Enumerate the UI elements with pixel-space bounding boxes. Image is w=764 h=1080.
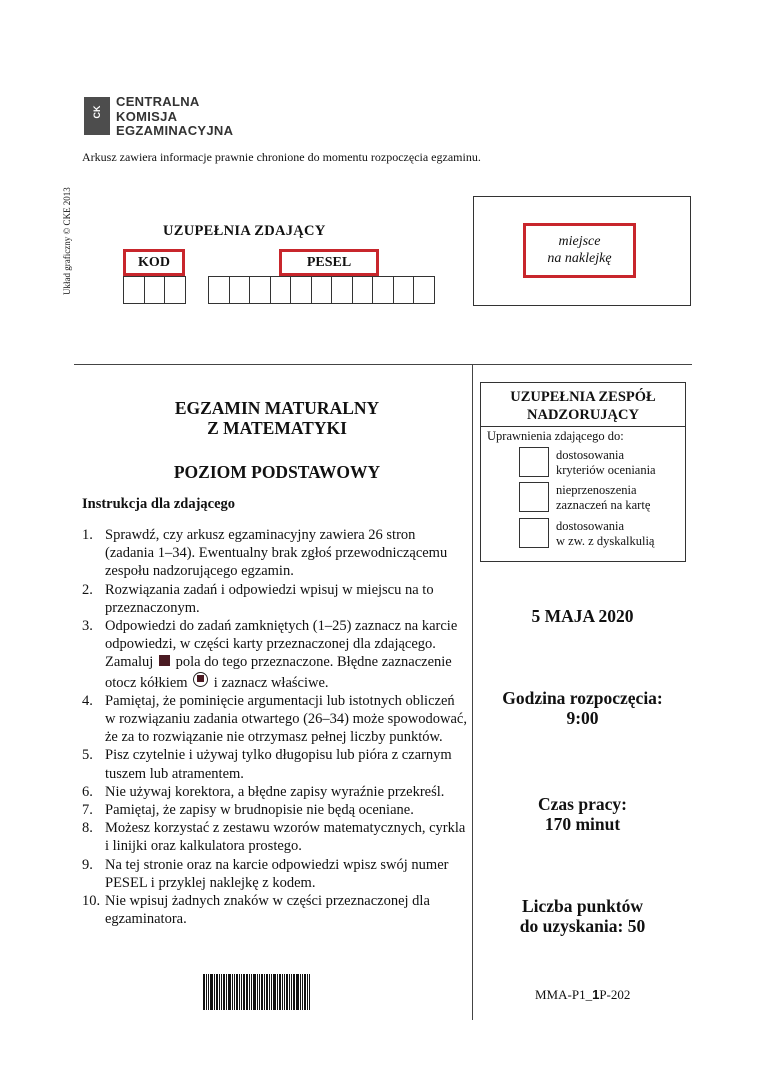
copyright-side-label: Układ graficzny © CKE 2013 xyxy=(62,187,72,295)
barcode-bar xyxy=(208,974,209,1010)
pesel-cell[interactable] xyxy=(270,276,292,304)
max-points: Liczba punktów do uzyskania: 50 xyxy=(519,896,646,936)
instruction-item: 3. Odpowiedzi do zadań zamkniętych (1–25) zaznacz na karcie odpowiedzi, w części karty przeznaczonej dla zdającego. Zamaluj pola do tego przeznaczone. Błędne zaznaczenie otocz kółkiem i zaznacz właściwe. xyxy=(82,618,458,691)
barcode-bar xyxy=(253,974,256,1010)
barcode-bar xyxy=(221,974,222,1010)
barcode-bar xyxy=(203,974,205,1010)
permissions-label: Uprawnienia zdającego do: xyxy=(487,429,624,443)
cke-logo-text: CENTRALNA KOMISJA EGZAMINACYJNA xyxy=(116,94,234,138)
barcode-bar xyxy=(293,974,295,1010)
filled-square-icon xyxy=(159,655,170,666)
instruction-item: 4. Pamiętaj, że pominięcie argumentacji lub istotnych obliczeń w rozwiązaniu zadania otwartego (26–34) może spowodować, że za to rozwiązanie nie otrzymasz pełnej liczby punktów. xyxy=(82,692,467,746)
pesel-cell[interactable] xyxy=(290,276,312,304)
pesel-cell[interactable] xyxy=(229,276,251,304)
pesel-cell[interactable] xyxy=(413,276,435,304)
pesel-cell[interactable] xyxy=(352,276,374,304)
barcode-icon xyxy=(203,974,333,1010)
permission-label-dyscalculia: dostosowania w zw. z dyskalkulią xyxy=(556,519,655,548)
instruction-item: 2. Rozwiązania zadań i odpowiedzi wpisuj w miejscu na to przeznaczonym. xyxy=(82,581,434,616)
barcode-bar xyxy=(236,974,238,1010)
barcode-bar xyxy=(302,974,303,1010)
barcode-bar xyxy=(239,974,240,1010)
barcode-bar xyxy=(269,974,270,1010)
instructions-heading: Instrukcja dla zdającego xyxy=(82,496,236,512)
exam-date: 5 MAJA 2020 xyxy=(531,606,634,626)
barcode-bar xyxy=(307,974,308,1010)
exam-subject: Z MATEMATYKI xyxy=(207,418,347,438)
instruction-item: 10. Nie wpisuj żadnych znaków w części przeznaczonej dla egzaminatora. xyxy=(82,893,430,928)
permission-checkbox-criteria[interactable] xyxy=(519,447,549,477)
permission-label-transfer: nieprzenoszenia zaznaczeń na kartę xyxy=(556,483,651,512)
barcode-bar xyxy=(246,974,248,1010)
barcode-bar xyxy=(243,974,245,1010)
barcode-bar xyxy=(296,974,299,1010)
barcode-bar xyxy=(210,974,213,1010)
kod-label: KOD xyxy=(123,249,185,276)
sticker-placeholder: miejsce na naklejkę xyxy=(523,223,636,278)
barcode-bar xyxy=(251,974,252,1010)
pesel-label: PESEL xyxy=(279,249,379,276)
horizontal-divider xyxy=(74,364,692,365)
permission-checkbox-dyscalculia[interactable] xyxy=(519,518,549,548)
instruction-item: 1. Sprawdź, czy arkusz egzaminacyjny zawiera 26 stron (zadania 1–34). Ewentualny brak zgłoś przewodniczącemu zespołu nadzorującego egzamin. xyxy=(82,527,448,580)
instruction-item: 7. Pamiętaj, że zapisy w brudnopisie nie będą oceniane. xyxy=(82,802,414,819)
barcode-bar xyxy=(273,974,276,1010)
barcode-bar xyxy=(216,974,218,1010)
barcode-bar xyxy=(223,974,225,1010)
barcode-bar xyxy=(241,974,242,1010)
supervisors-separator xyxy=(480,426,686,427)
candidate-section-heading: UZUPEŁNIA ZDAJĄCY xyxy=(163,223,326,239)
circled-square-icon xyxy=(193,672,208,687)
barcode-bar xyxy=(232,974,233,1010)
pesel-cell[interactable] xyxy=(208,276,230,304)
barcode-bar xyxy=(206,974,207,1010)
barcode-bar xyxy=(228,974,231,1010)
barcode-bar xyxy=(266,974,268,1010)
barcode-bar xyxy=(271,974,272,1010)
sheet-code: MMA-P1_1P-202 xyxy=(535,987,631,1002)
instruction-item: 8. Możesz korzystać z zestawu wzorów matematycznych, cyrkla i linijki oraz kalkulatora prostego. xyxy=(82,820,466,855)
instructions-list xyxy=(82,526,467,928)
barcode-bar xyxy=(291,974,292,1010)
duration: Czas pracy: 170 minut xyxy=(538,794,627,834)
instruction-item: 6. Nie używaj korektora, a błędne zapisy wyraźnie przekreśl. xyxy=(82,783,445,800)
confidentiality-notice: Arkusz zawiera informacje prawnie chronione do momentu rozpoczęcia egzaminu. xyxy=(82,150,481,164)
permission-label-criteria: dostosowania kryteriów oceniania xyxy=(556,448,656,477)
barcode-bar xyxy=(219,974,220,1010)
barcode-bar xyxy=(277,974,278,1010)
barcode-bar xyxy=(304,974,306,1010)
pesel-cell[interactable] xyxy=(331,276,353,304)
kod-cell[interactable] xyxy=(164,276,186,304)
barcode-bar xyxy=(214,974,215,1010)
permission-checkbox-transfer[interactable] xyxy=(519,482,549,512)
barcode-bar xyxy=(309,974,310,1010)
barcode-bar xyxy=(284,974,285,1010)
barcode-bar xyxy=(249,974,250,1010)
pesel-cell[interactable] xyxy=(249,276,271,304)
kod-cell[interactable] xyxy=(144,276,166,304)
kod-cells[interactable] xyxy=(123,276,185,304)
kod-cell[interactable] xyxy=(123,276,145,304)
pesel-cell[interactable] xyxy=(311,276,333,304)
barcode-bar xyxy=(264,974,265,1010)
exam-title: EGZAMIN MATURALNY xyxy=(174,398,380,418)
pesel-cell[interactable] xyxy=(393,276,415,304)
pesel-cell[interactable] xyxy=(372,276,394,304)
instruction-item: 9. Na tej stronie oraz na karcie odpowiedzi wpisz swój numer PESEL i przyklej naklejkę z kodem. xyxy=(82,856,449,891)
barcode-bar xyxy=(286,974,288,1010)
barcode-bar xyxy=(282,974,283,1010)
barcode-bar xyxy=(300,974,301,1010)
supervisors-heading: UZUPEŁNIA ZESPÓŁ NADZORUJĄCY xyxy=(510,389,656,423)
pesel-cells[interactable] xyxy=(208,276,434,304)
exam-level: POZIOM PODSTAWOWY xyxy=(173,462,381,482)
barcode-bar xyxy=(234,974,235,1010)
cke-logo-icon: CK xyxy=(84,97,110,135)
barcode-bar xyxy=(257,974,258,1010)
start-time: Godzina rozpoczęcia: 9:00 xyxy=(502,688,663,728)
barcode-bar xyxy=(289,974,290,1010)
barcode-bar xyxy=(259,974,260,1010)
barcode-bar xyxy=(226,974,227,1010)
instruction-item: 5. Pisz czytelnie i używaj tylko długopisu lub pióra z czarnym tuszem lub atramentem. xyxy=(82,747,452,782)
barcode-bar xyxy=(279,974,281,1010)
barcode-bar xyxy=(261,974,263,1010)
